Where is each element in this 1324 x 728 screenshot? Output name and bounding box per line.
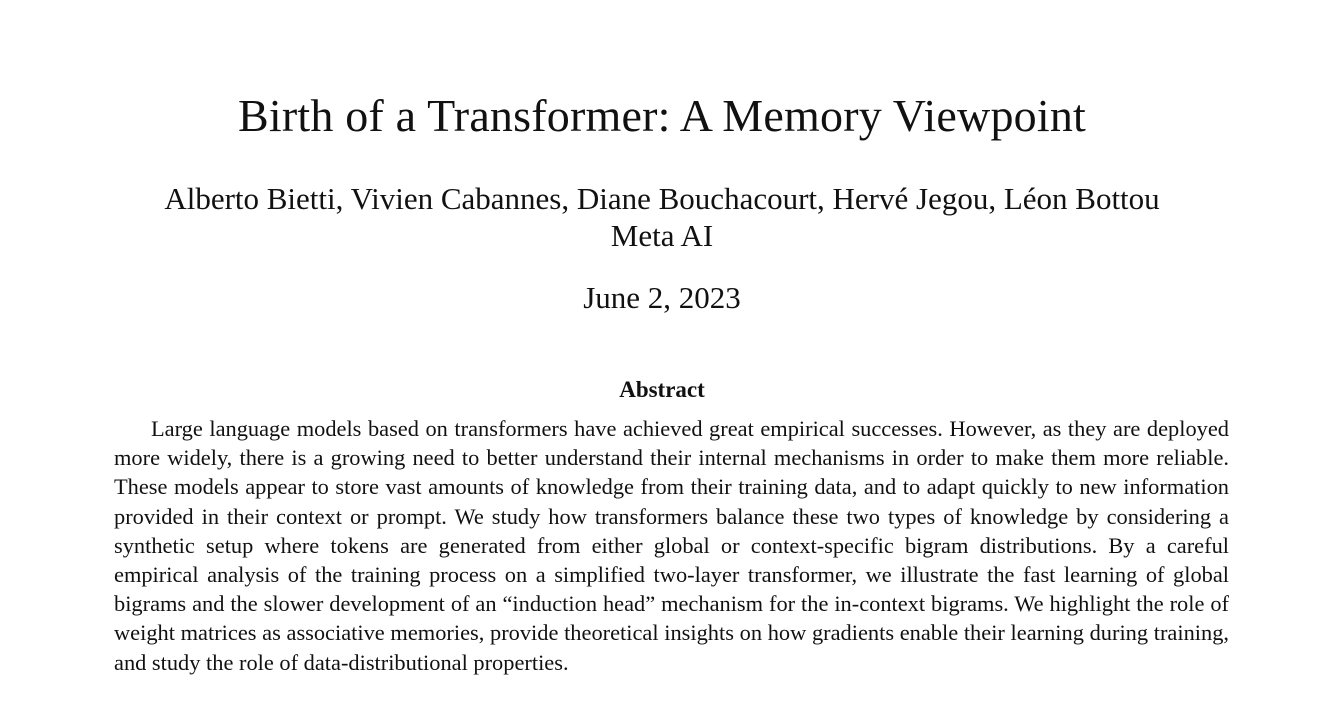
author-list: Alberto Bietti, Vivien Cabannes, Diane Bouchacourt, Hervé Jegou, Léon Bottou [164,181,1160,216]
affiliation: Meta AI [610,218,714,253]
paper-title: Birth of a Transformer: A Memory Viewpoint [237,90,1087,141]
abstract-text: Large language models based on transformers have achieved great empirical successes. However, as they are deployed more widely, there is a growing need to better understand their internal mechanisms in order to make them more reliable. These models appear to store vast amounts of knowledge from their training data, and to adapt quickly to new information provided in their context or prompt. We study how transformers balance these two types of knowledge by considering a synthetic setup where tokens are generated from either global or context-specific bigram distributions. By a careful empirical analysis of the training process on a simplified two-layer transformer, we illustrate the fast learning of global bigrams and the slower development of an “induction head” mechanism for the in-context bigrams. We highlight the role of weight matrices as associative memories, provide theoretical insights on how gradients enable their learning during training, and study the role of data-distributional properties. [114,416,1229,675]
publication-date: June 2, 2023 [583,280,741,315]
abstract-heading: Abstract [619,377,705,402]
